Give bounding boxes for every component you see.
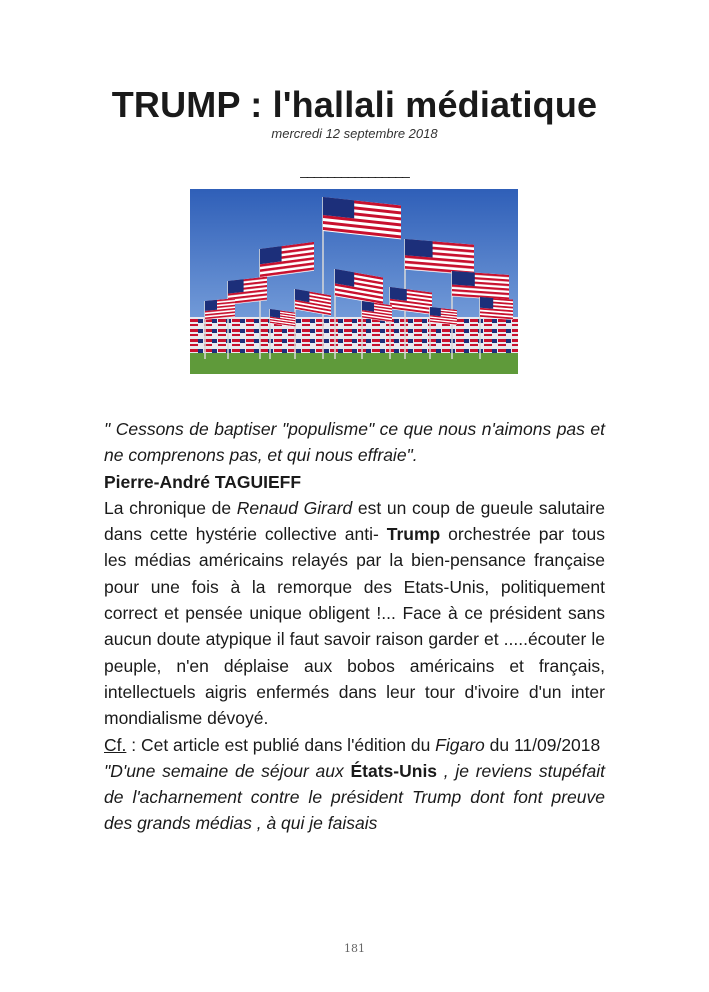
trump-name: Trump	[386, 524, 441, 545]
quote-author: Pierre-André TAGUIEFF	[104, 471, 302, 492]
author-name: Renaud Girard	[236, 497, 353, 518]
text-span: du 11/09/2018	[484, 734, 601, 755]
paragraph-citation	[104, 758, 605, 837]
paragraph-chronique	[104, 495, 605, 732]
text-span: : Cet article est publié dans l'édition du	[126, 734, 436, 755]
country-name: États-Unis	[350, 760, 438, 781]
text-span: , je reviens stupéfait de l'acharnement contre le président Trump dont font preuve des grands médias , à qui je faisais	[104, 760, 605, 834]
paragraph-reference	[104, 732, 605, 758]
flags-illustration	[190, 189, 518, 374]
page-title: TRUMP : l'hallali médiatique	[111, 84, 598, 125]
quote-text: " Cessons de baptiser "populisme" ce que nous n'aimons pas et ne comprenons pas, et qui nous effraie".	[104, 419, 605, 466]
flag-field	[190, 317, 518, 359]
page-number: 181	[344, 942, 365, 955]
text-span: orchestrée par tous les médias américains relayés par la bien-pensance française pour une fois à la remorque des Etats-Unis, politiquement correct et pensée unique obligent !... Face à ce président sans aucun doute atypique il faut savoir raison garder et .....écouter le peuple, n'en déplaise aux bobos américains et français, intellectuels aigris enfermés dans leur tour d'ivoire d'un inter mondialisme dévoyé.	[104, 524, 605, 729]
flags-photo	[190, 189, 518, 374]
text-span: La chronique de	[104, 497, 237, 518]
article-body	[104, 416, 605, 837]
text-span: est un coup de gueule salutaire dans cette hystérie collective anti-	[104, 497, 605, 545]
newspaper-name: Figaro	[435, 734, 485, 755]
publication-date: mercredi 12 septembre 2018	[271, 126, 438, 141]
grass	[190, 353, 518, 374]
separator-line: ________________	[300, 162, 409, 178]
text-span: "D'une semaine de séjour aux	[104, 760, 351, 781]
cf-label: Cf.	[104, 734, 127, 755]
